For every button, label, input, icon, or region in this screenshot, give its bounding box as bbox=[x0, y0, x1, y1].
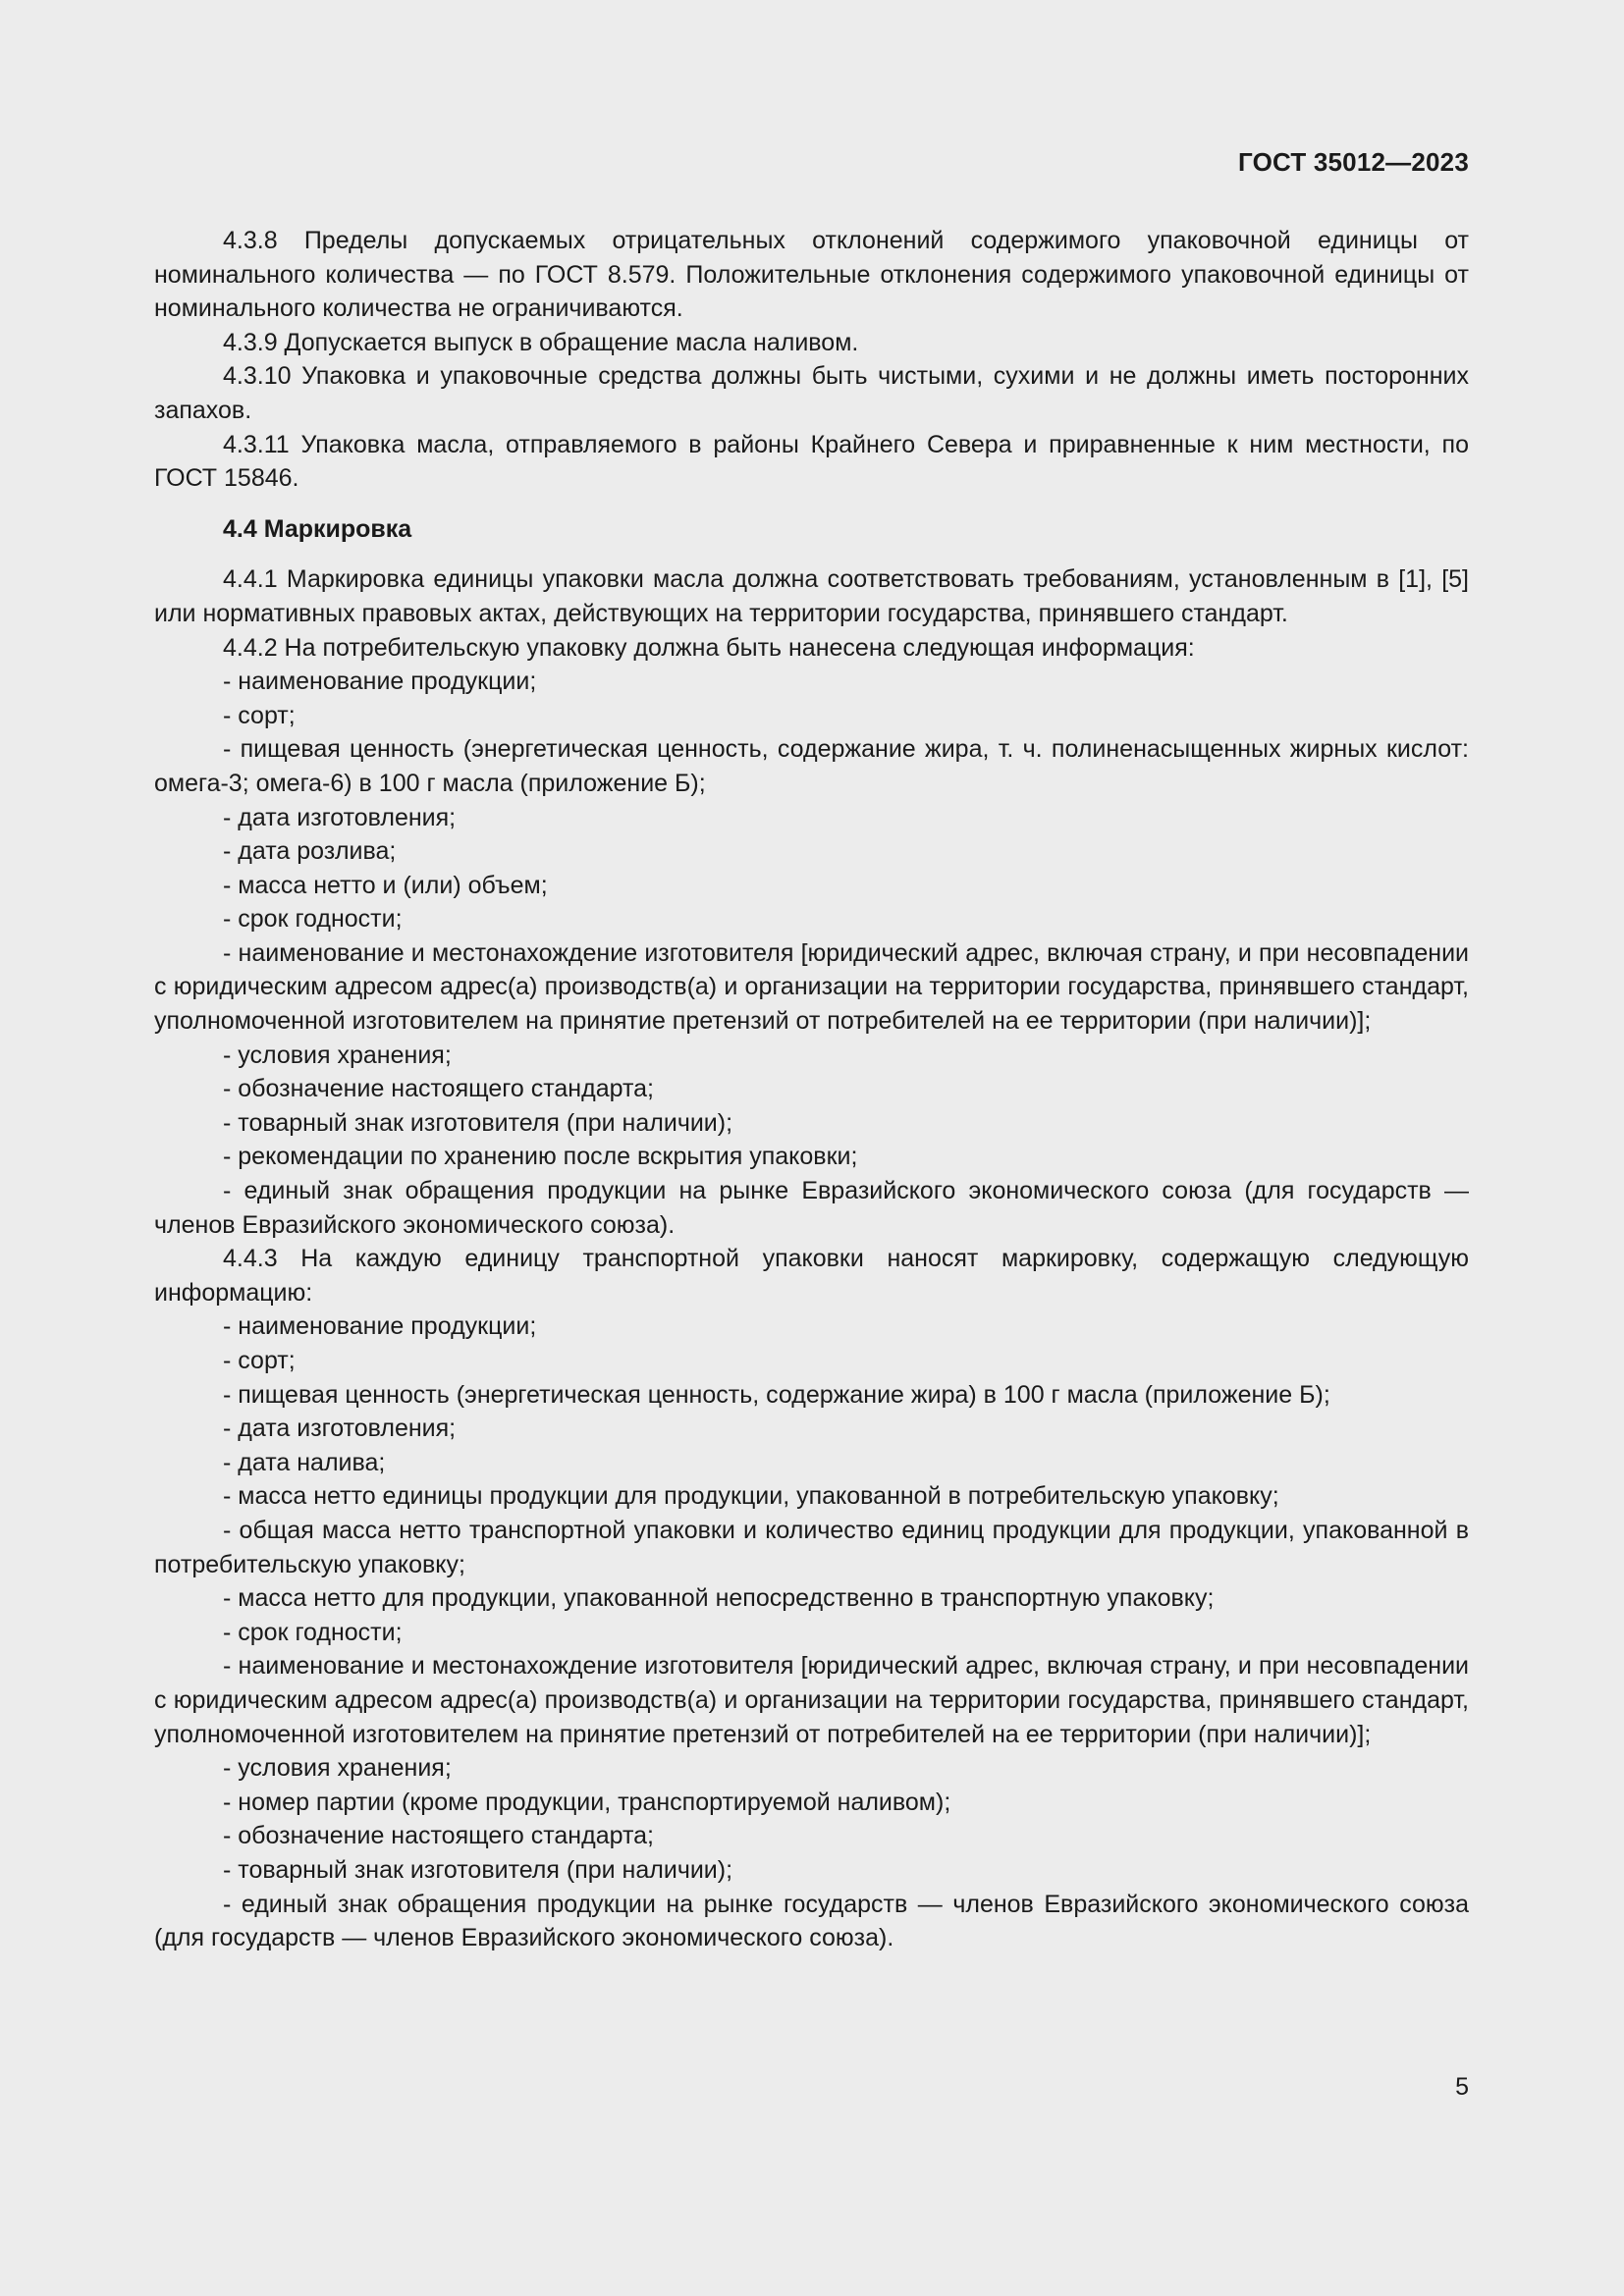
paragraph: 4.3.11 Упаковка масла, отправляемого в районы Крайнего Севера и приравненные к ним местности, по ГОСТ 15846. bbox=[154, 430, 1469, 493]
paragraph: - масса нетто единицы продукции для продукции, упакованной в потребительскую упаковку; bbox=[223, 1482, 1279, 1511]
paragraph: - пищевая ценность (энергетическая ценность, содержание жира) в 100 г масла (приложение Б); bbox=[223, 1380, 1330, 1409]
document-body bbox=[154, 224, 1469, 1955]
page-number: 5 bbox=[1455, 2073, 1469, 2101]
paragraph: - срок годности; bbox=[223, 905, 403, 934]
paragraph: 4.4.1 Маркировка единицы упаковки масла должна соответствовать требованиям, установленным в [1], [5] или нормативных правовых актах, действующих на территории государства, принявшего стандарт. bbox=[154, 565, 1469, 627]
paragraph: - масса нетто и (или) объем; bbox=[223, 871, 548, 899]
paragraph: - дата налива; bbox=[223, 1448, 386, 1476]
paragraph: 4.4.2 На потребительскую упаковку должна быть нанесена следующая информация: bbox=[223, 633, 1195, 662]
doc-code-header: ГОСТ 35012—2023 bbox=[1238, 147, 1469, 177]
paragraph: - пищевая ценность (энергетическая ценность, содержание жира, т. ч. полиненасыщенных жирных кислот: омега-3; омега-6) в 100 г масла (приложение Б); bbox=[154, 735, 1469, 797]
paragraph: - дата изготовления; bbox=[223, 803, 457, 831]
paragraph: - срок годности; bbox=[223, 1618, 403, 1646]
paragraph: 4.4.3 На каждую единицу транспортной упаковки наносят маркировку, содержащую следующую информацию: bbox=[154, 1245, 1469, 1307]
paragraph: - дата изготовления; bbox=[223, 1415, 457, 1443]
section-heading: 4.4 Маркировка bbox=[223, 514, 412, 543]
paragraph: 4.3.8 Пределы допускаемых отрицательных отклонений содержимого упаковочной единицы от номинального количества — по ГОСТ 8.579. Положительные отклонения содержимого упаковочной единицы от номинального количества не ограничиваются. bbox=[154, 227, 1469, 323]
paragraph: - рекомендации по хранению после вскрытия упаковки; bbox=[223, 1143, 858, 1171]
paragraph: - масса нетто для продукции, упакованной непосредственно в транспортную упаковку; bbox=[223, 1584, 1215, 1613]
paragraph: - товарный знак изготовителя (при наличии); bbox=[223, 1855, 733, 1884]
paragraph: - обозначение настоящего стандарта; bbox=[223, 1822, 654, 1850]
paragraph: - обозначение настоящего стандарта; bbox=[223, 1075, 654, 1103]
paragraph: - номер партии (кроме продукции, транспортируемой наливом); bbox=[223, 1788, 951, 1816]
paragraph: 4.3.10 Упаковка и упаковочные средства должны быть чистыми, сухими и не должны иметь посторонних запахов. bbox=[154, 362, 1469, 424]
paragraph: - наименование и местонахождение изготовителя [юридический адрес, включая страну, и при несовпадении с юридическим адресом адрес(а) производств(а) и организации на территории государства, принявшего стандарт, уполномоченной изготовителем на принятие претензий от потребителей на ее территории (при наличии)]; bbox=[154, 938, 1469, 1036]
paragraph: - единый знак обращения продукции на рынке Евразийского экономического союза (для государств — членов Евразийского экономического союза). bbox=[154, 1177, 1469, 1239]
paragraph: - товарный знак изготовителя (при наличии); bbox=[223, 1108, 733, 1137]
paragraph: - условия хранения; bbox=[223, 1041, 452, 1069]
paragraph: - единый знак обращения продукции на рынке государств — членов Евразийского экономического союза (для государств — членов Евразийского экономического союза). bbox=[154, 1890, 1469, 1952]
paragraph: 4.3.9 Допускается выпуск в обращение масла наливом. bbox=[223, 328, 859, 356]
paragraph: - сорт; bbox=[223, 701, 296, 729]
paragraph: - общая масса нетто транспортной упаковки и количество единиц продукции для продукции, упакованной в потребительскую упаковку; bbox=[154, 1516, 1469, 1578]
paragraph: - наименование продукции; bbox=[223, 667, 537, 696]
paragraph: - дата розлива; bbox=[223, 837, 397, 866]
paragraph: - сорт; bbox=[223, 1347, 296, 1374]
paragraph: - условия хранения; bbox=[223, 1754, 452, 1783]
paragraph: - наименование и местонахождение изготовителя [юридический адрес, включая страну, и при несовпадении с юридическим адресом адрес(а) производств(а) и организации на территории государства, принявшего стандарт, уполномоченной изготовителем на принятие претензий от потребителей на ее территории (при наличии)]; bbox=[154, 1652, 1469, 1748]
paragraph: - наименование продукции; bbox=[223, 1312, 537, 1341]
